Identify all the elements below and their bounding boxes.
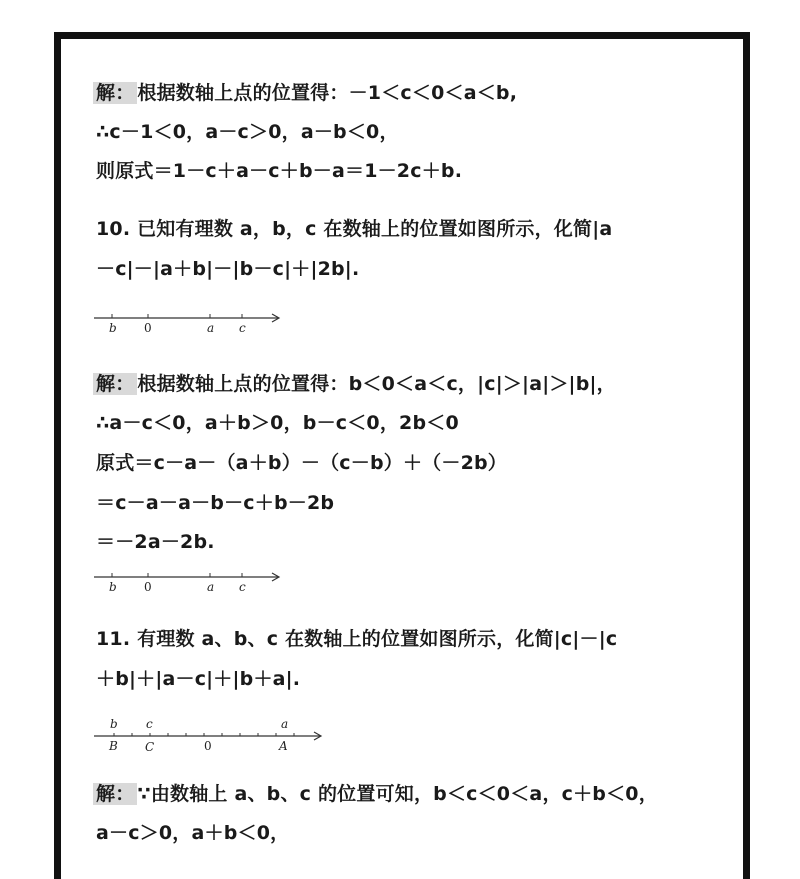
axis1-label-c: c: [239, 321, 246, 335]
axis2-label-0: 0: [144, 580, 152, 594]
axis1-label-0: 0: [144, 321, 152, 335]
problem-10-line-1: 10. 已知有理数 a，b，c 在数轴上的位置如图所示，化简|a: [96, 218, 613, 240]
solution-10-line-1: 解： 根据数轴上点的位置得：b＜0＜a＜c，|c|＞|a|＞|b|，: [96, 371, 616, 397]
solution-11-line-1: 解： ∵由数轴上 a、b、c 的位置可知，b＜c＜0＜a，c＋b＜0，: [96, 781, 658, 807]
number-line-3: [90, 716, 330, 760]
solution-label: 解：: [93, 82, 137, 104]
axis3-bottom-label-0: 0: [204, 739, 212, 753]
axis2-label-a: a: [207, 580, 215, 594]
number-line-2: [90, 567, 290, 599]
axis1-label-a: a: [207, 321, 215, 335]
axis3-top-label-c: c: [146, 717, 153, 731]
solution-11-line-2: a－c＞0，a＋b＜0，: [96, 822, 290, 844]
solution-label: 解：: [93, 783, 137, 805]
number-line-1: [90, 308, 290, 340]
solution-10-line-3: 原式＝c－a－（a＋b）－（c－b）＋（－2b）: [96, 452, 507, 474]
axis2-label-c: c: [239, 580, 246, 594]
problem-11-line-1: 11. 有理数 a、b、c 在数轴上的位置如图所示，化简|c|－|c: [96, 628, 618, 650]
problem-11-line-2: ＋b|＋|a－c|＋|b＋a|.: [96, 668, 301, 690]
axis3-bottom-label-B: B: [109, 739, 118, 753]
solution-9-line-2: ∴c－1＜0，a－c＞0，a－b＜0，: [96, 121, 399, 143]
solution-9-line-1: 解： 根据数轴上点的位置得：－1＜c＜0＜a＜b,: [96, 80, 517, 106]
axis3-bottom-label-A: A: [279, 739, 288, 753]
solution-label: 解：: [93, 373, 137, 395]
axis3-top-label-b: b: [110, 717, 118, 731]
solution-10-line-4: ＝c－a－a－b－c＋b－2b: [96, 492, 335, 514]
axis2-label-b: b: [109, 580, 117, 594]
solution-10-line-5: ＝－2a－2b.: [96, 531, 215, 553]
axis3-top-label-a: a: [281, 717, 289, 731]
solution-10-line-2: ∴a－c＜0，a＋b＞0，b－c＜0，2b＜0: [96, 412, 459, 434]
problem-10-line-2: －c|－|a＋b|－|b－c|＋|2b|.: [96, 258, 360, 280]
solution-9-line-3: 则原式＝1－c＋a－c＋b－a＝1－2c＋b.: [96, 160, 463, 182]
axis1-label-b: b: [109, 321, 117, 335]
axis3-bottom-label-C: C: [145, 740, 155, 754]
